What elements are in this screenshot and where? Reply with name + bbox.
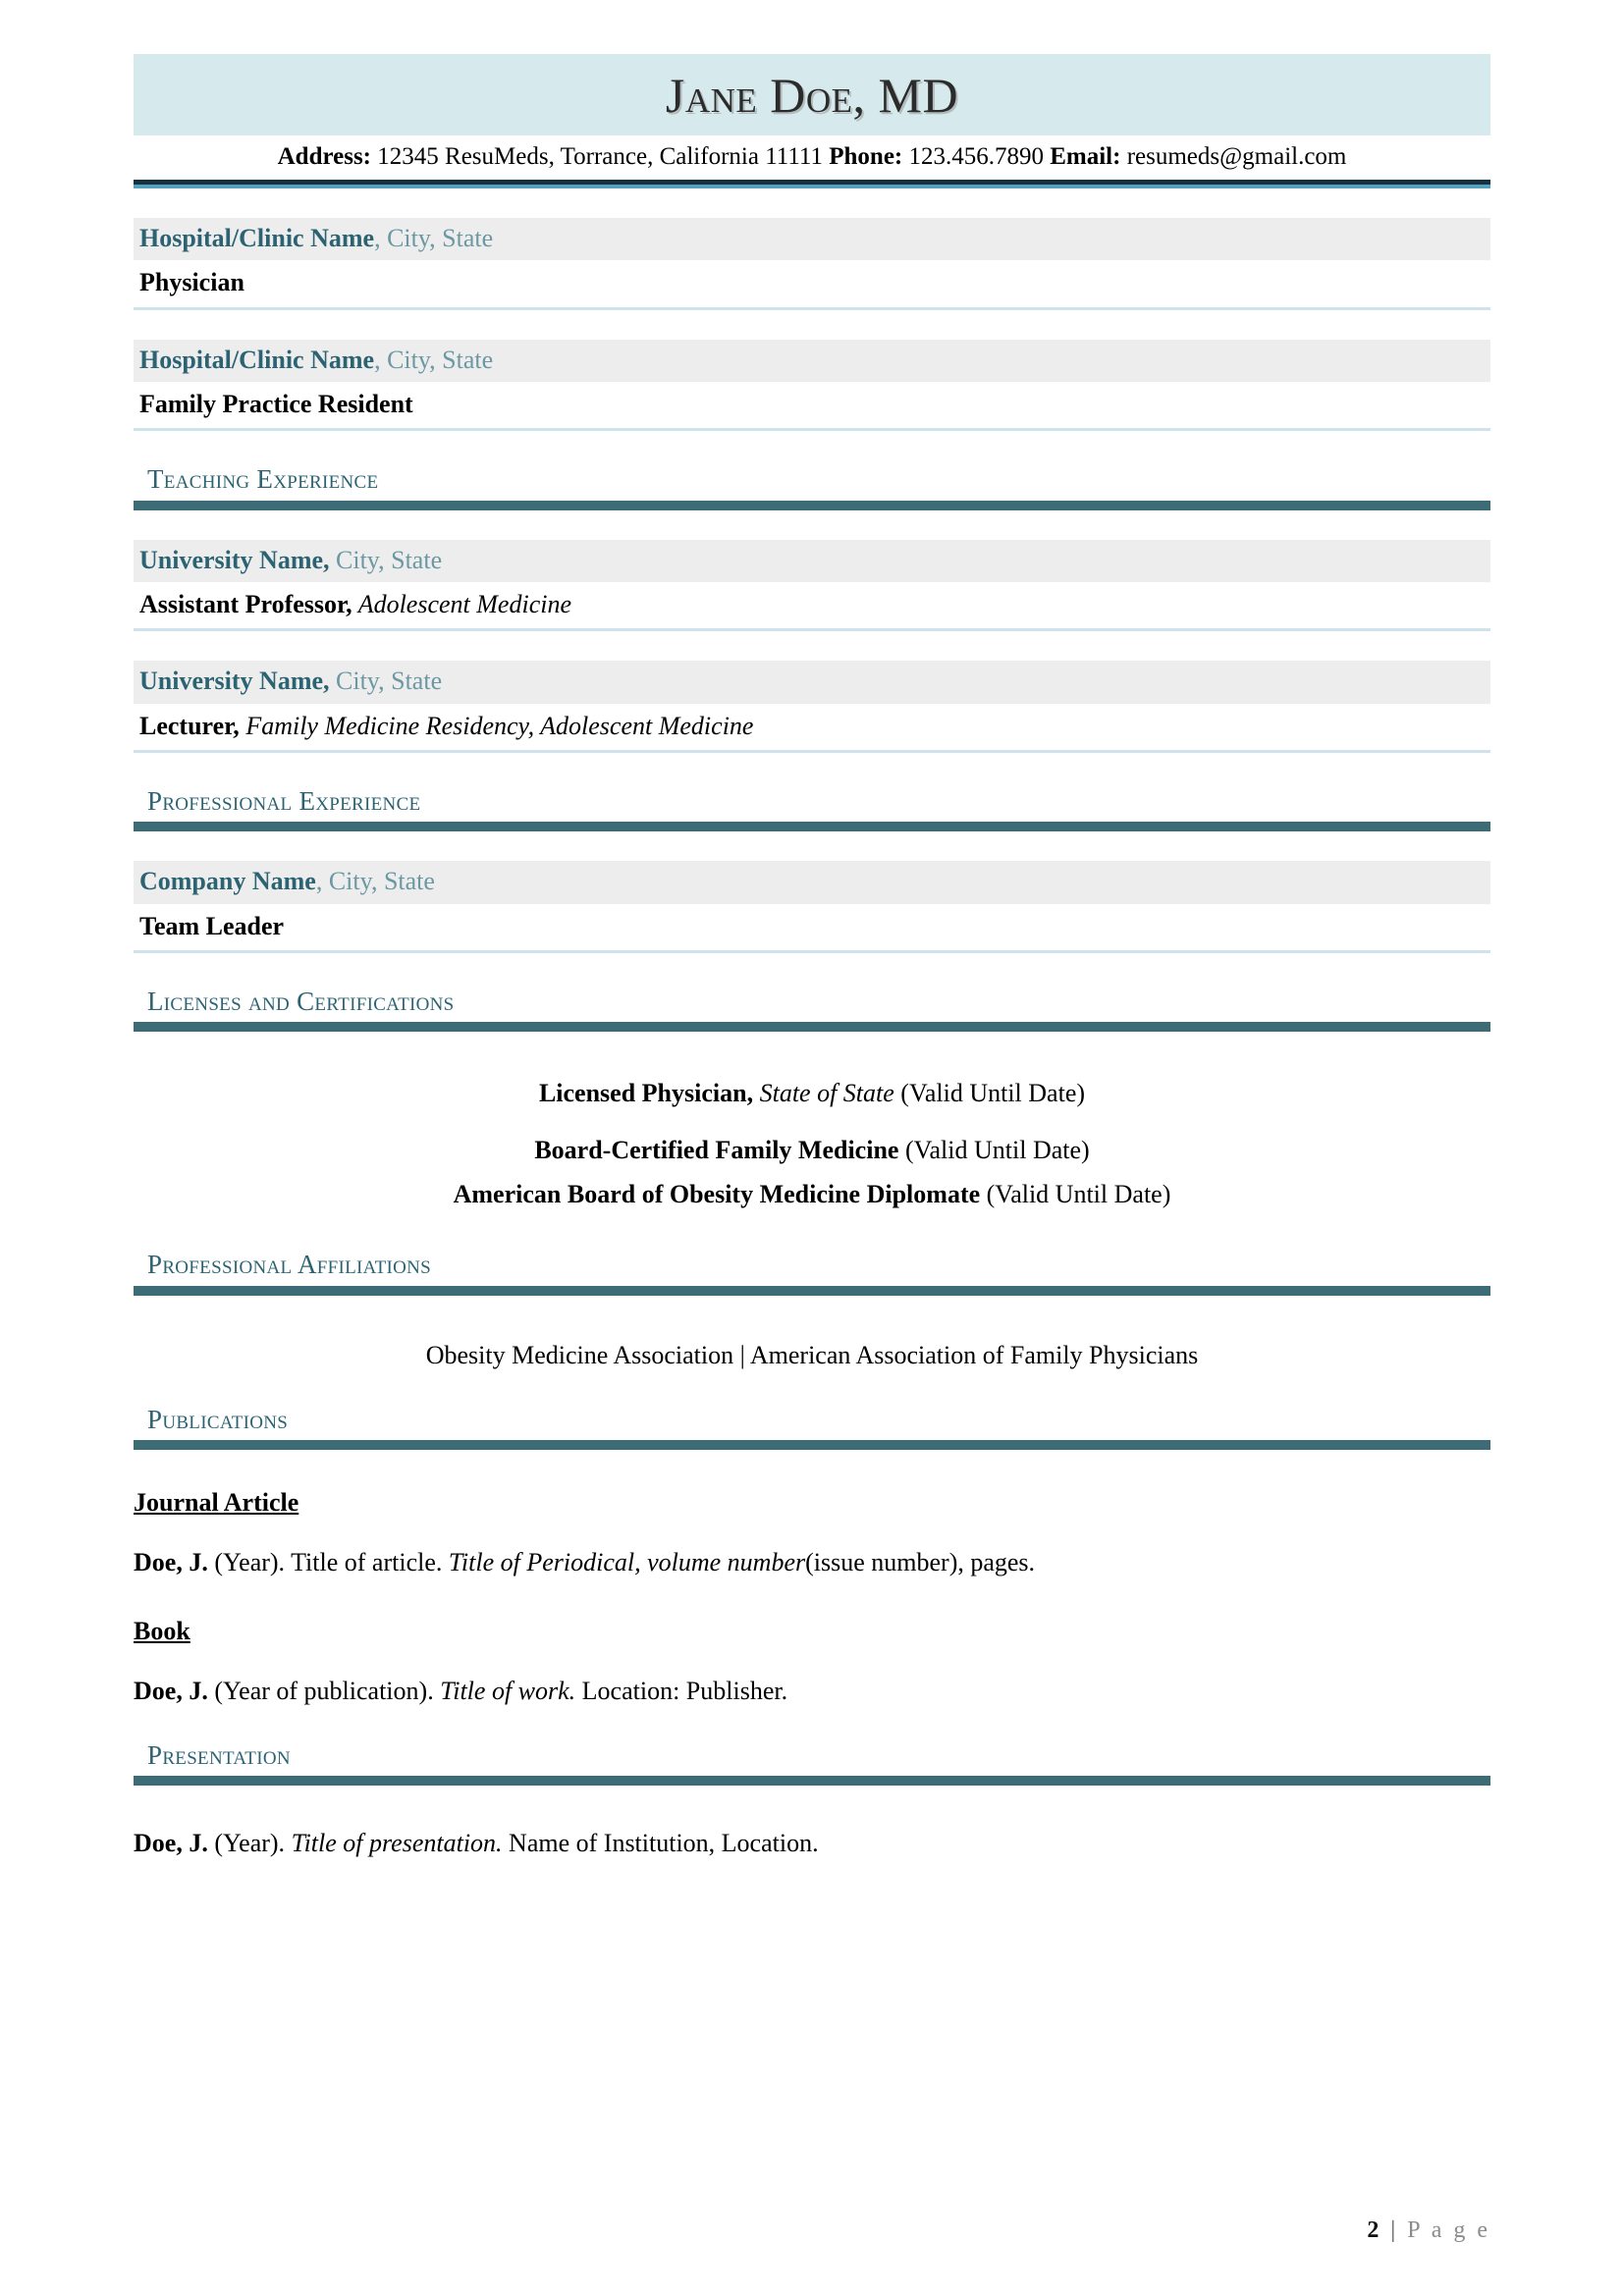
experience-entry: [134, 540, 1490, 632]
citation-pre: (Year of publication).: [207, 1676, 441, 1705]
section-professional-experience: [134, 786, 1490, 831]
organization-location: City, State: [329, 545, 443, 574]
entry-role: [134, 704, 1490, 753]
entry-role: [134, 904, 1490, 953]
contact-line: [134, 135, 1490, 180]
section-heading: Publications: [147, 1405, 289, 1435]
role-detail: Adolescent Medicine: [352, 590, 571, 619]
entry-organization: [134, 540, 1490, 583]
license-validity: (Valid Until Date): [980, 1180, 1171, 1209]
license-item: [134, 1128, 1490, 1172]
citation-author: Doe, J.: [134, 1829, 208, 1858]
experience-entry: [134, 218, 1490, 310]
email-value: resumeds@gmail.com: [1126, 142, 1347, 170]
organization-name: Company Name: [139, 867, 316, 896]
email-label: Email:: [1050, 142, 1121, 170]
publication-group: [134, 1487, 1490, 1578]
entry-organization: [134, 861, 1490, 904]
organization-name: Hospital/Clinic Name: [139, 345, 375, 374]
license-item: [134, 1071, 1490, 1128]
publication-citation: [134, 1675, 1490, 1708]
section-heading: Professional Experience: [147, 786, 421, 817]
citation-post: Location: Publisher.: [575, 1676, 788, 1705]
page-content: [134, 0, 1490, 1860]
entry-organization: [134, 218, 1490, 261]
experience-entry: [134, 661, 1490, 753]
section-heading: Teaching Experience: [147, 464, 379, 495]
presentation-citation: [134, 1827, 1490, 1860]
footer-page-word: P a g e: [1407, 2217, 1490, 2243]
publication-type-label: Journal Article: [134, 1488, 299, 1518]
affiliation-line: Obesity Medicine Association | American Association of Family Physicians: [425, 1340, 1199, 1369]
section-teaching-experience: [134, 464, 1490, 509]
license-validity: (Valid Until Date): [898, 1136, 1090, 1165]
footer-page-number: 2: [1367, 2217, 1382, 2243]
experience-entry: [134, 340, 1490, 432]
role-detail: Family Medicine Residency, Adolescent Medicine: [239, 712, 754, 741]
address-label: Address:: [277, 142, 372, 170]
address-value: 12345 ResuMeds, Torrance, California 11111: [377, 142, 823, 170]
organization-location: , City, State: [374, 345, 494, 374]
masthead-banner: [134, 54, 1490, 135]
citation-post: Name of Institution, Location.: [502, 1829, 819, 1858]
citation-title: Title of presentation.: [291, 1829, 503, 1858]
section-divider: [134, 822, 1490, 831]
organization-name: University Name,: [139, 545, 330, 574]
organization-name: University Name,: [139, 667, 330, 696]
section-divider: [134, 1286, 1490, 1296]
footer-separator: |: [1390, 2217, 1399, 2243]
publication-group: [134, 1616, 1490, 1707]
section-presentation: [134, 1740, 1490, 1786]
section-professional-affiliations: [134, 1250, 1490, 1295]
entry-role: [134, 260, 1490, 309]
citation-author: Doe, J.: [134, 1676, 208, 1705]
section-heading: Licenses and Certifications: [147, 987, 455, 1017]
section-divider: [134, 1776, 1490, 1786]
masthead-divider: [134, 180, 1490, 188]
organization-location: , City, State: [315, 867, 435, 896]
section-divider: [134, 1022, 1490, 1032]
phone-value: 123.456.7890: [908, 142, 1044, 170]
page-footer: [1367, 2217, 1490, 2244]
license-name: Licensed Physician,: [538, 1079, 754, 1108]
citation-pre: (Year). Title of article.: [207, 1547, 449, 1576]
role-title: Assistant Professor,: [139, 590, 352, 619]
citation-title: Title of Periodical, volume number: [448, 1547, 806, 1576]
license-name: American Board of Obesity Medicine Diplomate: [453, 1180, 981, 1209]
role-title: Team Leader: [139, 911, 285, 940]
citation-author: Doe, J.: [134, 1547, 208, 1576]
licenses-list: [134, 1071, 1490, 1216]
publication-type-label: Book: [134, 1617, 190, 1646]
organization-name: Hospital/Clinic Name: [139, 223, 375, 252]
section-heading: Professional Affiliations: [147, 1250, 432, 1280]
role-title: Family Practice Resident: [139, 390, 413, 419]
organization-location: City, State: [329, 667, 443, 696]
citation-post: (issue number), pages.: [805, 1547, 1036, 1576]
page-title: Jane Doe, MD: [665, 68, 959, 123]
license-name: Board-Certified Family Medicine: [534, 1136, 899, 1165]
section-divider: [134, 501, 1490, 510]
license-item: [134, 1172, 1490, 1216]
entry-organization: [134, 661, 1490, 704]
entry-organization: [134, 340, 1490, 383]
footer-space-2: [1398, 2217, 1407, 2243]
section-publications: [134, 1405, 1490, 1450]
role-title: Lecturer,: [139, 712, 240, 741]
entry-role: [134, 582, 1490, 631]
license-validity: (Valid Until Date): [893, 1079, 1086, 1108]
license-detail: State of State: [753, 1079, 894, 1108]
role-title: Physician: [139, 268, 244, 297]
experience-entry: [134, 861, 1490, 953]
citation-title: Title of work.: [440, 1676, 576, 1705]
section-licenses-certifications: [134, 987, 1490, 1032]
organization-location: , City, State: [374, 223, 494, 252]
phone-label: Phone:: [829, 142, 903, 170]
section-divider: [134, 1440, 1490, 1450]
affiliations-list: [134, 1339, 1490, 1372]
entry-role: [134, 382, 1490, 431]
section-heading: Presentation: [147, 1740, 291, 1771]
publication-citation: [134, 1546, 1490, 1579]
citation-pre: (Year).: [207, 1829, 292, 1858]
